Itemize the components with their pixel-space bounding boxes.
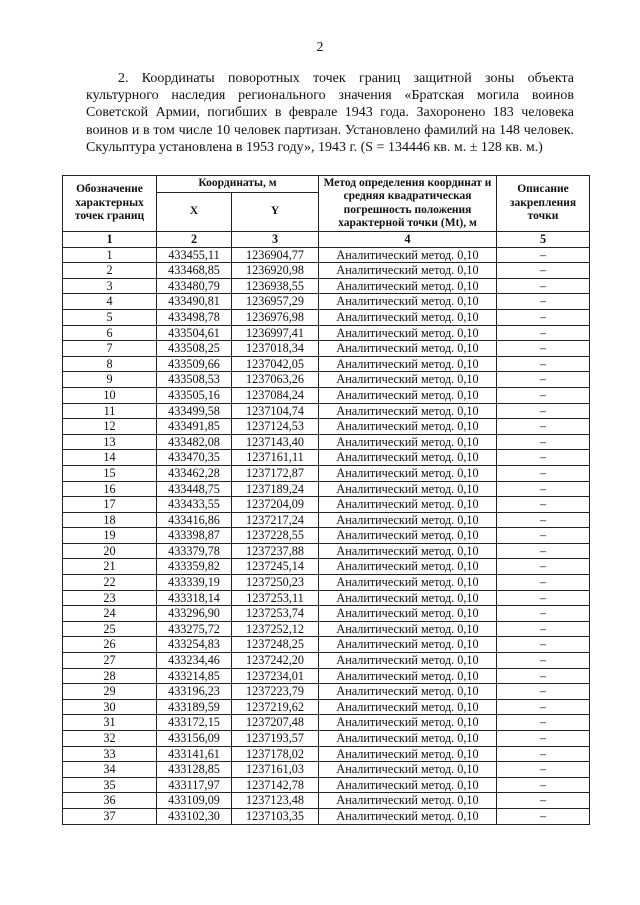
table-row [63, 465, 590, 481]
coord-x: 433482,08 [157, 434, 232, 450]
table-row [63, 341, 590, 357]
method: Аналитический метод. 0,10 [319, 808, 497, 824]
description: – [497, 528, 590, 544]
method: Аналитический метод. 0,10 [319, 356, 497, 372]
column-number: 1 [63, 232, 157, 248]
coord-x: 433109,09 [157, 793, 232, 809]
coord-x: 433156,09 [157, 731, 232, 747]
table-row [63, 278, 590, 294]
coord-x: 433296,90 [157, 606, 232, 622]
column-number-row [63, 232, 590, 248]
coord-y: 1236976,98 [232, 309, 319, 325]
coord-x: 433398,87 [157, 528, 232, 544]
coord-x: 433490,81 [157, 294, 232, 310]
table-row [63, 715, 590, 731]
coord-y: 1237018,34 [232, 341, 319, 357]
point-number: 16 [63, 481, 157, 497]
table-row [63, 372, 590, 388]
point-number: 37 [63, 808, 157, 824]
method: Аналитический метод. 0,10 [319, 777, 497, 793]
coord-y: 1237178,02 [232, 746, 319, 762]
point-number: 12 [63, 419, 157, 435]
table-row [63, 325, 590, 341]
coord-y: 1236920,98 [232, 263, 319, 279]
header-point: Обозначение характерных точек границ [63, 176, 157, 232]
table-row [63, 590, 590, 606]
coord-y: 1236997,41 [232, 325, 319, 341]
description: – [497, 684, 590, 700]
coord-y: 1237193,57 [232, 731, 319, 747]
coord-x: 433433,55 [157, 497, 232, 513]
coord-x: 433141,61 [157, 746, 232, 762]
coord-y: 1237084,24 [232, 387, 319, 403]
intro-paragraph: 2. Координаты поворотных точек границ защитной зоны объекта культурного наследия регионального значения «Братская могила воинов Советской Армии, погибших в феврале 1943 года. Захоронено 183 человека воинов и в том числе 10 человек партизан. Установлено фамилий на 148 человек. Скульптура установлена в 1953 году», 1943 г. (S = 134446 кв. м. ± 128 кв. м.) [86, 71, 574, 155]
coord-x: 433468,85 [157, 263, 232, 279]
coord-y: 1237142,78 [232, 777, 319, 793]
method: Аналитический метод. 0,10 [319, 606, 497, 622]
point-number: 35 [63, 777, 157, 793]
table-row [63, 653, 590, 669]
coord-x: 433117,97 [157, 777, 232, 793]
coord-x: 433379,78 [157, 543, 232, 559]
coord-x: 433254,83 [157, 637, 232, 653]
point-number: 24 [63, 606, 157, 622]
table-row [63, 637, 590, 653]
method: Аналитический метод. 0,10 [319, 668, 497, 684]
table-row [63, 559, 590, 575]
page-number: 2 [316, 40, 324, 55]
coord-y: 1237161,11 [232, 450, 319, 466]
method: Аналитический метод. 0,10 [319, 512, 497, 528]
table-row [63, 294, 590, 310]
table-row [63, 403, 590, 419]
coord-x: 433359,82 [157, 559, 232, 575]
coord-x: 433491,85 [157, 419, 232, 435]
description: – [497, 653, 590, 669]
table-row [63, 356, 590, 372]
method: Аналитический метод. 0,10 [319, 559, 497, 575]
table-row [63, 387, 590, 403]
point-number: 3 [63, 278, 157, 294]
description: – [497, 762, 590, 778]
coord-x: 433318,14 [157, 590, 232, 606]
coord-y: 1237248,25 [232, 637, 319, 653]
point-number: 19 [63, 528, 157, 544]
method: Аналитический метод. 0,10 [319, 247, 497, 263]
method: Аналитический метод. 0,10 [319, 699, 497, 715]
coord-y: 1237103,35 [232, 808, 319, 824]
header-coords: Координаты, м [157, 176, 319, 193]
description: – [497, 278, 590, 294]
coord-y: 1236957,29 [232, 294, 319, 310]
method: Аналитический метод. 0,10 [319, 684, 497, 700]
description: – [497, 699, 590, 715]
table-row [63, 497, 590, 513]
method: Аналитический метод. 0,10 [319, 590, 497, 606]
column-number: 3 [232, 232, 319, 248]
point-number: 23 [63, 590, 157, 606]
table-row [63, 808, 590, 824]
coord-y: 1237207,48 [232, 715, 319, 731]
method: Аналитический метод. 0,10 [319, 325, 497, 341]
coord-x: 433462,28 [157, 465, 232, 481]
coord-x: 433102,30 [157, 808, 232, 824]
point-number: 32 [63, 731, 157, 747]
coord-x: 433508,53 [157, 372, 232, 388]
table-row [63, 762, 590, 778]
method: Аналитический метод. 0,10 [319, 653, 497, 669]
description: – [497, 247, 590, 263]
table-row [63, 699, 590, 715]
method: Аналитический метод. 0,10 [319, 465, 497, 481]
coord-y: 1237242,20 [232, 653, 319, 669]
point-number: 17 [63, 497, 157, 513]
description: – [497, 497, 590, 513]
coordinates-table [62, 175, 590, 825]
method: Аналитический метод. 0,10 [319, 294, 497, 310]
method: Аналитический метод. 0,10 [319, 731, 497, 747]
point-number: 8 [63, 356, 157, 372]
description: – [497, 621, 590, 637]
table-row [63, 419, 590, 435]
coord-y: 1237204,09 [232, 497, 319, 513]
coord-y: 1237253,11 [232, 590, 319, 606]
table-row [63, 450, 590, 466]
method: Аналитический метод. 0,10 [319, 793, 497, 809]
point-number: 25 [63, 621, 157, 637]
point-number: 11 [63, 403, 157, 419]
method: Аналитический метод. 0,10 [319, 341, 497, 357]
point-number: 34 [63, 762, 157, 778]
description: – [497, 746, 590, 762]
point-number: 20 [63, 543, 157, 559]
table-row [63, 512, 590, 528]
coord-x: 433505,16 [157, 387, 232, 403]
coord-x: 433455,11 [157, 247, 232, 263]
table-row [63, 621, 590, 637]
coord-y: 1237172,87 [232, 465, 319, 481]
description: – [497, 325, 590, 341]
description: – [497, 559, 590, 575]
table-row [63, 777, 590, 793]
coord-y: 1237217,24 [232, 512, 319, 528]
method: Аналитический метод. 0,10 [319, 434, 497, 450]
point-number: 2 [63, 263, 157, 279]
description: – [497, 434, 590, 450]
method: Аналитический метод. 0,10 [319, 746, 497, 762]
coord-y: 1237252,12 [232, 621, 319, 637]
point-number: 1 [63, 247, 157, 263]
table-row [63, 434, 590, 450]
point-number: 29 [63, 684, 157, 700]
point-number: 9 [63, 372, 157, 388]
coord-x: 433480,79 [157, 278, 232, 294]
coord-y: 1237124,53 [232, 419, 319, 435]
coord-y: 1237189,24 [232, 481, 319, 497]
coord-x: 433448,75 [157, 481, 232, 497]
table-row [63, 668, 590, 684]
description: – [497, 465, 590, 481]
column-number: 2 [157, 232, 232, 248]
method: Аналитический метод. 0,10 [319, 278, 497, 294]
description: – [497, 481, 590, 497]
coord-x: 433339,19 [157, 575, 232, 591]
point-number: 22 [63, 575, 157, 591]
point-number: 14 [63, 450, 157, 466]
description: – [497, 387, 590, 403]
method: Аналитический метод. 0,10 [319, 481, 497, 497]
point-number: 26 [63, 637, 157, 653]
column-number: 5 [497, 232, 590, 248]
coord-y: 1237123,48 [232, 793, 319, 809]
point-number: 13 [63, 434, 157, 450]
method: Аналитический метод. 0,10 [319, 372, 497, 388]
method: Аналитический метод. 0,10 [319, 419, 497, 435]
point-number: 33 [63, 746, 157, 762]
table-row [63, 528, 590, 544]
method: Аналитический метод. 0,10 [319, 543, 497, 559]
description: – [497, 637, 590, 653]
description: – [497, 341, 590, 357]
description: – [497, 715, 590, 731]
table-row [63, 606, 590, 622]
coord-y: 1237237,88 [232, 543, 319, 559]
method: Аналитический метод. 0,10 [319, 621, 497, 637]
coord-x: 433416,86 [157, 512, 232, 528]
point-number: 31 [63, 715, 157, 731]
coord-x: 433508,25 [157, 341, 232, 357]
coord-x: 433275,72 [157, 621, 232, 637]
coord-y: 1237063,26 [232, 372, 319, 388]
method: Аналитический метод. 0,10 [319, 497, 497, 513]
description: – [497, 263, 590, 279]
coord-y: 1236904,77 [232, 247, 319, 263]
point-number: 6 [63, 325, 157, 341]
description: – [497, 294, 590, 310]
method: Аналитический метод. 0,10 [319, 403, 497, 419]
description: – [497, 777, 590, 793]
description: – [497, 606, 590, 622]
coord-y: 1237253,74 [232, 606, 319, 622]
coord-x: 433234,46 [157, 653, 232, 669]
description: – [497, 356, 590, 372]
table-row [63, 543, 590, 559]
coord-x: 433214,85 [157, 668, 232, 684]
description: – [497, 403, 590, 419]
point-number: 10 [63, 387, 157, 403]
description: – [497, 575, 590, 591]
point-number: 18 [63, 512, 157, 528]
method: Аналитический метод. 0,10 [319, 637, 497, 653]
table-row [63, 746, 590, 762]
table-row [63, 575, 590, 591]
column-number: 4 [319, 232, 497, 248]
table-body [63, 247, 590, 824]
point-number: 36 [63, 793, 157, 809]
table-row [63, 263, 590, 279]
method: Аналитический метод. 0,10 [319, 575, 497, 591]
description: – [497, 543, 590, 559]
method: Аналитический метод. 0,10 [319, 528, 497, 544]
table-row [63, 481, 590, 497]
method: Аналитический метод. 0,10 [319, 715, 497, 731]
coord-y: 1237234,01 [232, 668, 319, 684]
coord-y: 1236938,55 [232, 278, 319, 294]
coord-x: 433172,15 [157, 715, 232, 731]
description: – [497, 309, 590, 325]
method: Аналитический метод. 0,10 [319, 450, 497, 466]
coord-x: 433189,59 [157, 699, 232, 715]
method: Аналитический метод. 0,10 [319, 387, 497, 403]
point-number: 21 [63, 559, 157, 575]
description: – [497, 512, 590, 528]
description: – [497, 372, 590, 388]
method: Аналитический метод. 0,10 [319, 263, 497, 279]
coord-y: 1237042,05 [232, 356, 319, 372]
header-method: Метод определения координат и средняя квадратическая погрешность положения характерной точки (Mt), м [319, 176, 497, 232]
coord-x: 433498,78 [157, 309, 232, 325]
description: – [497, 731, 590, 747]
coord-y: 1237143,40 [232, 434, 319, 450]
coord-x: 433196,23 [157, 684, 232, 700]
method: Аналитический метод. 0,10 [319, 762, 497, 778]
point-number: 7 [63, 341, 157, 357]
description: – [497, 668, 590, 684]
point-number: 30 [63, 699, 157, 715]
table-row [63, 731, 590, 747]
point-number: 4 [63, 294, 157, 310]
table-row [63, 309, 590, 325]
coord-y: 1237161,03 [232, 762, 319, 778]
coord-x: 433509,66 [157, 356, 232, 372]
coord-y: 1237104,74 [232, 403, 319, 419]
coord-y: 1237228,55 [232, 528, 319, 544]
method: Аналитический метод. 0,10 [319, 309, 497, 325]
point-number: 27 [63, 653, 157, 669]
point-number: 28 [63, 668, 157, 684]
coord-y: 1237219,62 [232, 699, 319, 715]
coord-x: 433128,85 [157, 762, 232, 778]
coord-y: 1237245,14 [232, 559, 319, 575]
header-x: X [157, 193, 232, 232]
point-number: 15 [63, 465, 157, 481]
header-y: Y [232, 193, 319, 232]
description: – [497, 419, 590, 435]
description: – [497, 793, 590, 809]
description: – [497, 590, 590, 606]
table-row [63, 684, 590, 700]
table-row [63, 247, 590, 263]
coord-x: 433470,35 [157, 450, 232, 466]
header-desc: Описание закрепления точки [497, 176, 590, 232]
description: – [497, 450, 590, 466]
description: – [497, 808, 590, 824]
point-number: 5 [63, 309, 157, 325]
coord-x: 433499,58 [157, 403, 232, 419]
table-row [63, 793, 590, 809]
coord-y: 1237223,79 [232, 684, 319, 700]
coord-y: 1237250,23 [232, 575, 319, 591]
coord-x: 433504,61 [157, 325, 232, 341]
